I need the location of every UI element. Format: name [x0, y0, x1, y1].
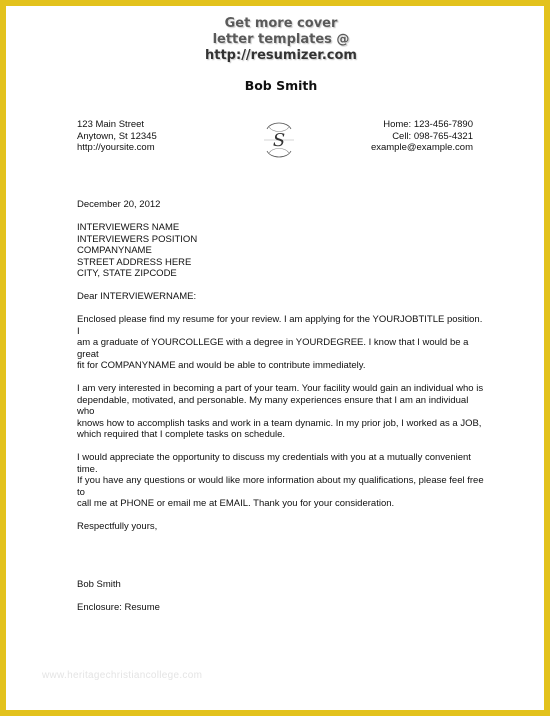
sender-contact: [371, 119, 473, 154]
recipient-street: STREET ADDRESS HERE: [77, 256, 192, 268]
paragraph-1: [77, 314, 487, 372]
salutation: Dear INTERVIEWERNAME:: [77, 291, 197, 302]
address-street: 123 Main Street: [77, 119, 145, 130]
paragraph-1-line: fit for COMPANYNAME and would be able to contribute immediately.: [77, 360, 366, 371]
contact-home-phone: Home: 123-456-7890: [383, 119, 473, 130]
recipient-name: INTERVIEWERS NAME: [77, 222, 180, 233]
banner-line-1: Get more cover: [224, 16, 338, 31]
paragraph-3: [77, 452, 487, 510]
monogram-logo-icon: [261, 117, 297, 163]
banner-line-2: letter templates @: [212, 32, 350, 47]
site-watermark: www.heritagechristiancollege.com: [42, 670, 203, 681]
letter-date: December 20, 2012: [77, 199, 161, 210]
paragraph-1-line: am a graduate of YOURCOLLEGE with a degree in YOURDEGREE. I know that I would be a great: [77, 337, 469, 360]
promo-banner[interactable]: [6, 16, 544, 64]
banner-url[interactable]: http://resumizer.com: [205, 48, 357, 63]
recipient-city: CITY, STATE ZIPCODE: [77, 268, 177, 279]
closing: Respectfully yours,: [77, 521, 158, 532]
address-city: Anytown, St 12345: [77, 130, 157, 142]
paragraph-2-line: I am very interested in becoming a part of your team. Your facility would gain an individual who is: [77, 383, 484, 394]
recipient-block: [77, 222, 487, 280]
paragraph-3-line: If you have any questions or would like more information about my qualifications, please feel free to: [77, 475, 484, 498]
recipient-position: INTERVIEWERS POSITION: [77, 233, 198, 245]
paragraph-3-line: I would appreciate the opportunity to discuss my credentials with you at a mutually convenient time.: [77, 452, 471, 475]
enclosure-note: Enclosure: Resume: [77, 601, 160, 613]
paragraph-2: [77, 383, 487, 441]
paragraph-2-line: which required that I complete tasks on schedule.: [77, 429, 286, 440]
letter-page: [6, 6, 544, 710]
signature-name: Bob Smith: [77, 578, 121, 590]
paragraph-2-line: dependable, motivated, and personable. My many experiences ensure that I am an individual who: [77, 394, 469, 417]
contact-email[interactable]: example@example.com: [370, 142, 473, 153]
contact-cell-phone: Cell: 098-765-4321: [392, 130, 473, 142]
paragraph-1-line: Enclosed please find my resume for your review. I am applying for the YOURJOBTITLE position. I: [77, 314, 483, 337]
monogram-letter: S: [272, 130, 286, 151]
letter-body: [77, 199, 487, 625]
sender-address: [77, 119, 157, 154]
sender-name: Bob Smith: [244, 78, 318, 93]
website-link[interactable]: http://yoursite.com: [77, 142, 155, 153]
paragraph-2-line: knows how to accomplish tasks and work in a team dynamic. In my prior job, I worked as a JOB,: [77, 417, 482, 429]
paragraph-3-line: call me at PHONE or email me at EMAIL. Thank you for your consideration.: [77, 498, 395, 509]
recipient-company: COMPANYNAME: [77, 245, 152, 256]
